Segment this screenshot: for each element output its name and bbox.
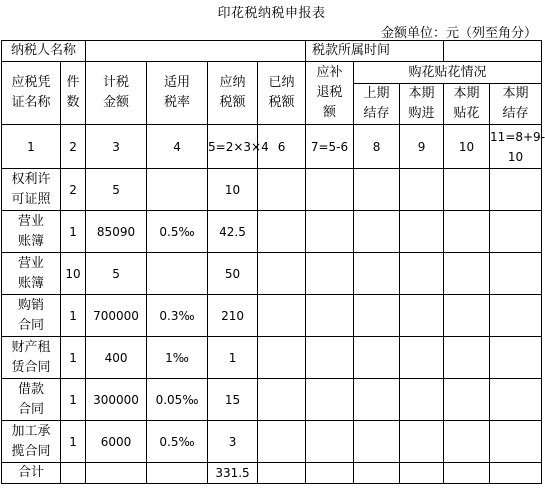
header-pieces-line2: 数 bbox=[66, 95, 80, 110]
header-voucher-name bbox=[2, 62, 61, 125]
amount-cell[interactable]: 700000 bbox=[86, 295, 147, 337]
header-current-balance bbox=[490, 84, 542, 125]
header-tax-rate-line2: 税率 bbox=[164, 95, 191, 110]
payable-cell[interactable]: 42.5 bbox=[208, 211, 258, 253]
header-purchased-line1: 本期 bbox=[408, 86, 435, 101]
header-prev-balance bbox=[354, 84, 400, 125]
voucher-name-line: 账簿 bbox=[17, 233, 44, 249]
header-voucher-name-line1: 应税凭 bbox=[11, 75, 51, 90]
rate-cell[interactable]: 0.5‰ bbox=[147, 211, 208, 253]
header-tax-rate-line1: 适用 bbox=[164, 75, 191, 90]
voucher-name-cell bbox=[2, 211, 61, 253]
header-tax-paid-line2: 税额 bbox=[268, 95, 295, 110]
header-affixed-line1: 本期 bbox=[453, 86, 480, 101]
voucher-name-line: 合同 bbox=[17, 317, 44, 333]
paid-cell[interactable] bbox=[258, 421, 306, 463]
form-title: 印花税纳税申报表 bbox=[217, 6, 326, 21]
refund-cell[interactable] bbox=[306, 337, 354, 379]
pieces-cell[interactable]: 2 bbox=[61, 169, 86, 211]
table-row bbox=[2, 379, 542, 421]
total-paid[interactable] bbox=[258, 463, 306, 484]
header-tax-payable bbox=[208, 62, 258, 125]
table-row bbox=[2, 421, 542, 463]
colnum-10: 10 bbox=[444, 125, 490, 169]
header-purchased bbox=[400, 84, 444, 125]
pieces-cell[interactable]: 1 bbox=[61, 337, 86, 379]
header-purchased-line2: 购进 bbox=[408, 106, 435, 121]
voucher-name-cell bbox=[2, 421, 61, 463]
total-purchase[interactable] bbox=[400, 463, 444, 484]
total-amount[interactable] bbox=[86, 463, 147, 484]
voucher-name-cell bbox=[2, 337, 61, 379]
refund-cell[interactable] bbox=[306, 253, 354, 295]
taxpayer-name-label: 纳税人名称 bbox=[2, 41, 86, 62]
header-tax-paid-line1: 已纳 bbox=[268, 75, 295, 90]
affix-cell[interactable] bbox=[444, 253, 490, 295]
balance-cell[interactable] bbox=[490, 253, 542, 295]
rate-cell[interactable]: 0.3‰ bbox=[147, 295, 208, 337]
voucher-name-line: 合同 bbox=[17, 401, 44, 417]
balance-cell[interactable] bbox=[490, 337, 542, 379]
header-refund bbox=[306, 62, 354, 125]
header-stamp-group: 购花贴花情况 bbox=[354, 62, 542, 84]
pieces-cell[interactable]: 1 bbox=[61, 421, 86, 463]
prev-cell[interactable] bbox=[354, 379, 400, 421]
voucher-name-line: 账簿 bbox=[17, 275, 44, 291]
affix-cell[interactable] bbox=[444, 169, 490, 211]
voucher-name-cell bbox=[2, 253, 61, 295]
refund-cell[interactable] bbox=[306, 211, 354, 253]
payable-cell[interactable]: 15 bbox=[208, 379, 258, 421]
prev-cell[interactable] bbox=[354, 337, 400, 379]
paid-cell[interactable] bbox=[258, 169, 306, 211]
total-row bbox=[2, 463, 542, 484]
header-tax-payable-line1: 应纳 bbox=[219, 75, 246, 90]
refund-cell[interactable] bbox=[306, 169, 354, 211]
paid-cell[interactable] bbox=[258, 211, 306, 253]
amount-cell[interactable]: 85090 bbox=[86, 211, 147, 253]
voucher-name-line: 借款 bbox=[17, 381, 44, 397]
total-refund[interactable] bbox=[306, 463, 354, 484]
header-tax-rate bbox=[147, 62, 208, 125]
table-row bbox=[2, 253, 542, 295]
header-refund-line3: 额 bbox=[323, 105, 337, 120]
pieces-cell[interactable]: 1 bbox=[61, 211, 86, 253]
rate-cell[interactable] bbox=[147, 253, 208, 295]
header-taxable-amount bbox=[86, 62, 147, 125]
colnum-11: 11=8+9-10 bbox=[490, 125, 542, 169]
colnum-8: 8 bbox=[354, 125, 400, 169]
balance-cell[interactable] bbox=[490, 379, 542, 421]
purchase-cell[interactable] bbox=[400, 211, 444, 253]
rate-cell[interactable]: 0.05‰ bbox=[147, 379, 208, 421]
purchase-cell[interactable] bbox=[400, 337, 444, 379]
header-taxable-amount-line1: 计税 bbox=[103, 75, 130, 90]
payable-cell[interactable]: 3 bbox=[208, 421, 258, 463]
table-row bbox=[2, 169, 542, 211]
table-row bbox=[2, 295, 542, 337]
amount-cell[interactable]: 5 bbox=[86, 253, 147, 295]
affix-cell[interactable] bbox=[444, 211, 490, 253]
pieces-cell[interactable]: 1 bbox=[61, 379, 86, 421]
balance-cell[interactable] bbox=[490, 421, 542, 463]
voucher-name-cell bbox=[2, 379, 61, 421]
prev-cell[interactable] bbox=[354, 421, 400, 463]
total-payable[interactable]: 331.5 bbox=[208, 463, 258, 484]
rate-cell[interactable]: 1‰ bbox=[147, 337, 208, 379]
table-row bbox=[2, 337, 542, 379]
header-taxable-amount-line2: 金额 bbox=[103, 95, 130, 110]
voucher-name-line: 可证照 bbox=[11, 191, 51, 207]
header-tax-payable-line2: 税额 bbox=[219, 95, 246, 110]
header-prev-balance-line2: 结存 bbox=[363, 106, 390, 121]
voucher-name-line: 加工承 bbox=[11, 423, 51, 439]
purchase-cell[interactable] bbox=[400, 295, 444, 337]
balance-cell[interactable] bbox=[490, 211, 542, 253]
payable-cell[interactable]: 1 bbox=[208, 337, 258, 379]
header-prev-balance-line1: 上期 bbox=[363, 86, 390, 101]
total-label: 合计 bbox=[2, 463, 61, 484]
affix-cell[interactable] bbox=[444, 421, 490, 463]
voucher-name-line: 购销 bbox=[17, 297, 44, 313]
pieces-cell[interactable]: 1 bbox=[61, 295, 86, 337]
rate-cell[interactable]: 0.5‰ bbox=[147, 421, 208, 463]
header-affixed bbox=[444, 84, 490, 125]
table-row bbox=[2, 211, 542, 253]
colnum-7: 7=5-6 bbox=[306, 125, 354, 169]
column-number-row bbox=[2, 125, 542, 169]
total-pieces[interactable] bbox=[61, 463, 86, 484]
header-current-balance-line2: 结存 bbox=[502, 106, 529, 121]
prev-cell[interactable] bbox=[354, 253, 400, 295]
header-tax-paid bbox=[258, 62, 306, 125]
purchase-cell[interactable] bbox=[400, 169, 444, 211]
balance-cell[interactable] bbox=[490, 295, 542, 337]
total-affix[interactable] bbox=[444, 463, 490, 484]
rate-cell[interactable] bbox=[147, 169, 208, 211]
purchase-cell[interactable] bbox=[400, 379, 444, 421]
voucher-name-line: 权利许 bbox=[11, 171, 51, 187]
voucher-name-cell bbox=[2, 295, 61, 337]
tax-period-field[interactable] bbox=[444, 41, 542, 62]
purchase-cell[interactable] bbox=[400, 253, 444, 295]
total-rate[interactable] bbox=[147, 463, 208, 484]
voucher-name-line: 赁合同 bbox=[11, 359, 51, 375]
header-affixed-line2: 贴花 bbox=[453, 106, 480, 121]
payable-cell[interactable]: 210 bbox=[208, 295, 258, 337]
colnum-1: 1 bbox=[2, 125, 61, 169]
total-prev[interactable] bbox=[354, 463, 400, 484]
prev-cell[interactable] bbox=[354, 295, 400, 337]
payable-cell[interactable]: 50 bbox=[208, 253, 258, 295]
header-voucher-name-line2: 证名称 bbox=[11, 95, 51, 110]
header-refund-line1: 应补 bbox=[316, 65, 343, 80]
tax-declaration-table bbox=[1, 40, 545, 484]
paid-cell[interactable] bbox=[258, 337, 306, 379]
voucher-name-line: 营业 bbox=[17, 213, 44, 229]
affix-cell[interactable] bbox=[444, 295, 490, 337]
header-pieces-line1: 件 bbox=[66, 75, 80, 90]
voucher-name-line: 营业 bbox=[17, 255, 44, 271]
colnum-2: 2 bbox=[61, 125, 86, 169]
unit-label: 金额单位：元（列至角分） bbox=[380, 26, 537, 41]
colnum-5: 5=2×3×4 bbox=[208, 125, 258, 169]
payable-cell[interactable]: 10 bbox=[208, 169, 258, 211]
taxpayer-row bbox=[2, 41, 542, 62]
amount-cell[interactable]: 5 bbox=[86, 169, 147, 211]
paid-cell[interactable] bbox=[258, 253, 306, 295]
pieces-cell[interactable]: 10 bbox=[61, 253, 86, 295]
purchase-cell[interactable] bbox=[400, 421, 444, 463]
tax-period-label: 税款所属时间 bbox=[306, 41, 444, 62]
header-pieces bbox=[61, 62, 86, 125]
colnum-3: 3 bbox=[86, 125, 147, 169]
refund-cell[interactable] bbox=[306, 295, 354, 337]
header-refund-line2: 退税 bbox=[316, 85, 343, 100]
total-balance[interactable] bbox=[490, 463, 542, 484]
taxpayer-name-field[interactable] bbox=[86, 41, 306, 62]
prev-cell[interactable] bbox=[354, 211, 400, 253]
voucher-name-line: 揽合同 bbox=[11, 443, 51, 459]
colnum-6: 6 bbox=[258, 125, 306, 169]
affix-cell[interactable] bbox=[444, 379, 490, 421]
paid-cell[interactable] bbox=[258, 295, 306, 337]
amount-cell[interactable]: 300000 bbox=[86, 379, 147, 421]
voucher-name-line: 财产租 bbox=[11, 339, 51, 355]
balance-cell[interactable] bbox=[490, 169, 542, 211]
refund-cell[interactable] bbox=[306, 421, 354, 463]
data-rows bbox=[2, 169, 542, 463]
paid-cell[interactable] bbox=[258, 379, 306, 421]
amount-cell[interactable]: 400 bbox=[86, 337, 147, 379]
prev-cell[interactable] bbox=[354, 169, 400, 211]
voucher-name-cell bbox=[2, 169, 61, 211]
header-row bbox=[2, 62, 542, 84]
amount-cell[interactable]: 6000 bbox=[86, 421, 147, 463]
colnum-9: 9 bbox=[400, 125, 444, 169]
refund-cell[interactable] bbox=[306, 379, 354, 421]
header-current-balance-line1: 本期 bbox=[502, 86, 529, 101]
colnum-4: 4 bbox=[147, 125, 208, 169]
affix-cell[interactable] bbox=[444, 337, 490, 379]
